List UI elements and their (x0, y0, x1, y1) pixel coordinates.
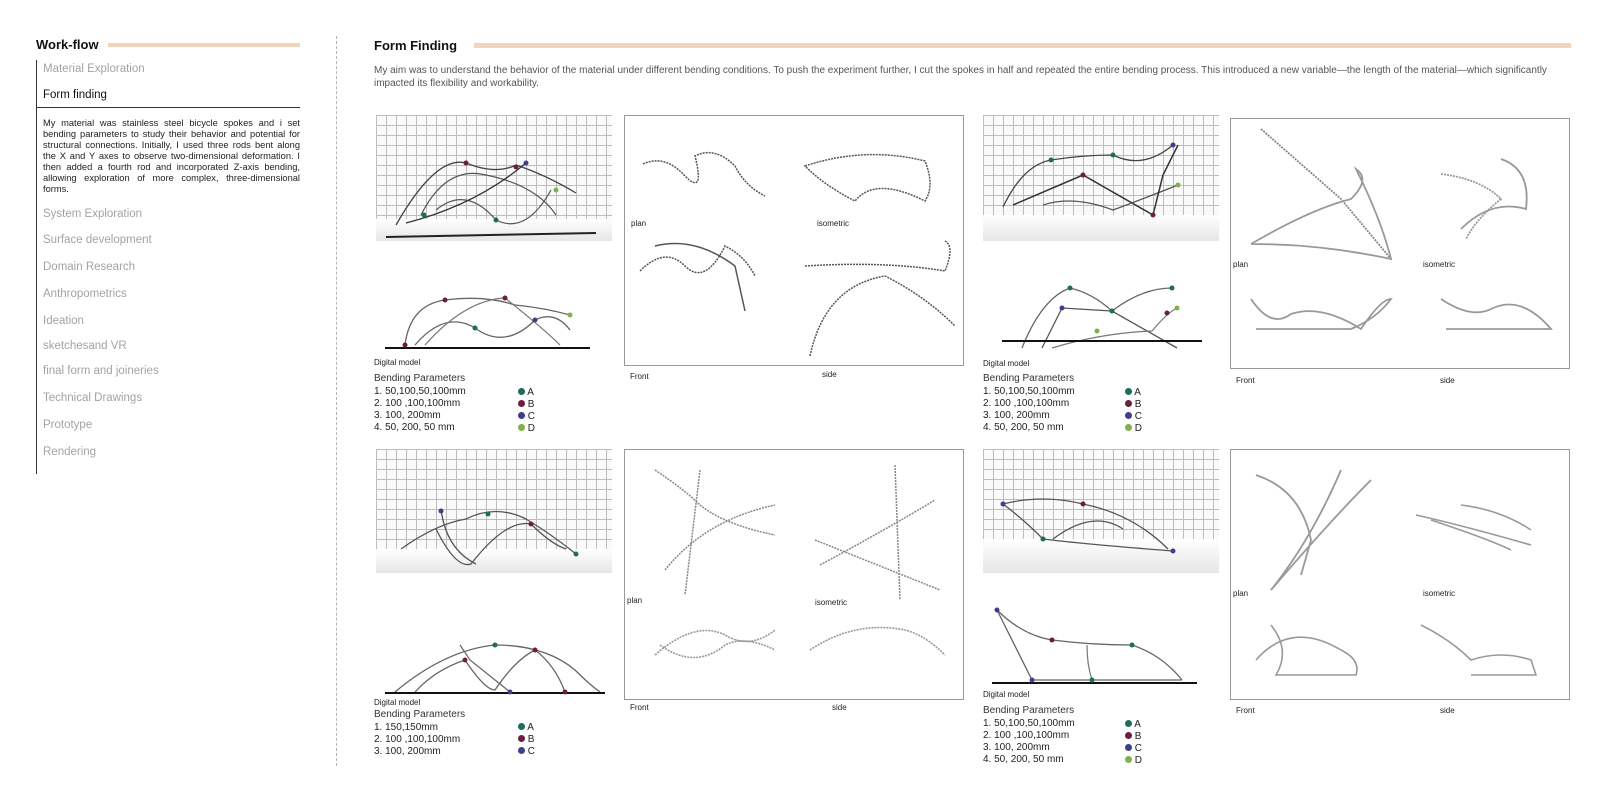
legend-d (518, 423, 535, 435)
nav-item-final-form[interactable]: final form and joineries (43, 365, 159, 377)
sidebar-title-rule (108, 43, 300, 47)
form-finding-description: My material was stainless steel bicycle spokes and i set bending parameters to study their behavior and potential for structural connections. Initially, I used three rods bent along the X and Y axes to observe two-dimensional deformation. I then added a fourth rod and incorporated Z-axis bending, allowing exploration of more complex, three-dimensional forms. (43, 118, 300, 194)
legend-b (1125, 399, 1142, 411)
experiment-3-views-drawings (625, 450, 963, 699)
legend-d-label: D (1134, 423, 1143, 434)
param-row: 3. 100, 200mm (374, 410, 441, 421)
dot-b-icon (518, 735, 525, 742)
page-description: My aim was to understand the behavior of the material under different bending conditions. To push the experiment further, I cut the spokes in half and repeated the entire bending process. This introduced a new variable—the length of the material—which significantly impacted its flexibility and workability. (374, 65, 1547, 89)
legend-b (1125, 731, 1142, 743)
experiment-2-digital-model (992, 283, 1192, 353)
experiment-2-photo-rods (983, 115, 1219, 241)
experiment-3-legend (518, 722, 535, 758)
dot-c-icon (1125, 412, 1132, 419)
legend-c (518, 746, 535, 758)
experiment-3-photo-rods (376, 449, 612, 573)
nav-item-form-finding[interactable]: Form finding (43, 89, 107, 101)
experiment-1-side-label: side (822, 370, 837, 379)
legend-a (1125, 387, 1142, 399)
experiment-2-views-panel (1230, 118, 1570, 369)
experiment-4-front-label: Front (1236, 706, 1255, 715)
experiment-2-digital-model-label: Digital model (983, 359, 1030, 368)
experiment-1-bending-parameters-title: Bending Parameters (374, 373, 466, 384)
experiment-1-digital-model (385, 290, 585, 352)
legend-c (1125, 411, 1142, 423)
experiment-4-plan-label: plan (1233, 589, 1249, 598)
legend-c (1125, 743, 1142, 755)
legend-c (518, 411, 535, 423)
param-row: 2. 100 ,100,100mm (374, 734, 461, 745)
legend-a (1125, 719, 1142, 731)
dot-d-icon (518, 424, 525, 431)
param-row: 1. 50,100,50,100mm (983, 718, 1075, 729)
experiment-1-digital-model-label: Digital model (374, 358, 421, 367)
legend-c-label: C (527, 746, 536, 757)
title-rule (474, 43, 1571, 48)
experiment-4-isometric-label: isometric (1423, 589, 1456, 598)
active-item-underline (36, 107, 300, 108)
experiment-2-legend (1125, 387, 1142, 435)
nav-item-technical-drawings[interactable]: Technical Drawings (43, 392, 143, 404)
legend-b (518, 734, 535, 746)
legend-a-label: A (1134, 719, 1141, 730)
param-row: 4. 50, 200, 50 mm (983, 422, 1064, 433)
param-row: 3. 100, 200mm (374, 746, 441, 757)
dot-a-icon (1125, 388, 1132, 395)
nav-item-system-exploration[interactable]: System Exploration (43, 208, 143, 220)
param-row: 3. 100, 200mm (983, 742, 1050, 753)
experiment-2-front-label: Front (1236, 376, 1255, 385)
nav-item-rendering[interactable]: Rendering (43, 446, 97, 458)
legend-a (518, 387, 535, 399)
experiment-1-legend (518, 387, 535, 435)
experiment-2-isometric-label: isometric (1423, 260, 1456, 269)
legend-a-label: A (527, 387, 534, 398)
experiment-4-views-drawings (1231, 450, 1569, 699)
experiment-1-views-panel (624, 115, 964, 366)
experiment-4-photo-rods (983, 449, 1219, 573)
experiment-2-params (983, 386, 1075, 434)
experiment-3-isometric-label: isometric (815, 598, 848, 607)
experiment-4-params (983, 718, 1075, 766)
experiment-3-front-label: Front (630, 703, 649, 712)
nav-item-sketches-vr[interactable]: sketchesand VR (43, 340, 127, 352)
experiment-4-views-panel (1230, 449, 1570, 700)
experiment-3-params (374, 722, 460, 758)
param-row: 1. 50,100,50,100mm (983, 386, 1075, 397)
experiment-3-digital-model-label: Digital model (374, 698, 421, 707)
experiment-1-isometric-label: isometric (817, 219, 850, 228)
legend-c-label: C (1134, 743, 1143, 754)
experiment-3-side-label: side (832, 703, 847, 712)
param-row: 2. 100 ,100,100mm (983, 398, 1070, 409)
legend-b (518, 399, 535, 411)
experiment-4-legend (1125, 719, 1142, 767)
param-row: 1. 150,150mm (374, 722, 438, 733)
legend-b-label: B (1134, 399, 1142, 410)
experiment-2-views-drawings (1231, 119, 1569, 368)
legend-a-label: A (1134, 387, 1141, 398)
nav-item-anthropometrics[interactable]: Anthropometrics (43, 288, 127, 300)
legend-b-label: B (527, 734, 535, 745)
param-row: 3. 100, 200mm (983, 410, 1050, 421)
experiment-2-plan-label: plan (1233, 260, 1249, 269)
experiment-1-plan-label: plan (631, 219, 647, 228)
nav-item-domain-research[interactable]: Domain Research (43, 261, 136, 273)
sidebar-title: Work-flow (36, 37, 99, 52)
legend-c-label: C (1134, 411, 1143, 422)
experiment-3-views-panel (624, 449, 964, 700)
experiment-1-params (374, 386, 466, 434)
experiment-2-side-label: side (1440, 376, 1455, 385)
param-row: 2. 100 ,100,100mm (983, 730, 1070, 741)
experiment-2-bending-parameters-title: Bending Parameters (983, 373, 1075, 384)
legend-d (1125, 423, 1142, 435)
nav-item-surface-development[interactable]: Surface development (43, 234, 152, 246)
dot-b-icon (1125, 732, 1132, 739)
legend-a (518, 722, 535, 734)
param-row: 2. 100 ,100,100mm (374, 398, 461, 409)
experiment-1-views-drawings (625, 116, 963, 365)
legend-b-label: B (1134, 731, 1142, 742)
page-title: Form Finding (374, 38, 458, 53)
legend-d-label: D (1134, 755, 1143, 766)
dot-c-icon (518, 412, 525, 419)
experiment-4-digital-model (992, 605, 1202, 685)
experiment-4-side-label: side (1440, 706, 1455, 715)
nav-item-prototype[interactable]: Prototype (43, 419, 93, 431)
experiment-4-bending-parameters-title: Bending Parameters (983, 705, 1075, 716)
dot-b-icon (1125, 400, 1132, 407)
legend-d (1125, 755, 1142, 767)
param-row: 4. 50, 200, 50 mm (983, 754, 1064, 765)
dot-c-icon (1125, 744, 1132, 751)
section-divider (336, 36, 337, 766)
param-row: 4. 50, 200, 50 mm (374, 422, 455, 433)
dot-a-icon (1125, 720, 1132, 727)
legend-a-label: A (527, 722, 534, 733)
dot-a-icon (518, 388, 525, 395)
legend-d-label: D (527, 423, 536, 434)
nav-item-material-exploration[interactable]: Material Exploration (43, 63, 145, 75)
experiment-3-digital-model (385, 640, 605, 695)
dot-d-icon (1125, 424, 1132, 431)
param-row: 1. 50,100,50,100mm (374, 386, 466, 397)
legend-c-label: C (527, 411, 536, 422)
dot-a-icon (518, 723, 525, 730)
legend-b-label: B (527, 399, 535, 410)
experiment-3-bending-parameters-title: Bending Parameters (374, 709, 466, 720)
dot-b-icon (518, 400, 525, 407)
sidebar-divider (36, 60, 37, 474)
experiment-1-photo-rods (376, 115, 612, 241)
nav-item-ideation[interactable]: Ideation (43, 315, 84, 327)
experiment-4-digital-model-label: Digital model (983, 690, 1030, 699)
dot-c-icon (518, 747, 525, 754)
dot-d-icon (1125, 756, 1132, 763)
experiment-3-plan-label: plan (627, 596, 643, 605)
experiment-1-front-label: Front (630, 372, 649, 381)
